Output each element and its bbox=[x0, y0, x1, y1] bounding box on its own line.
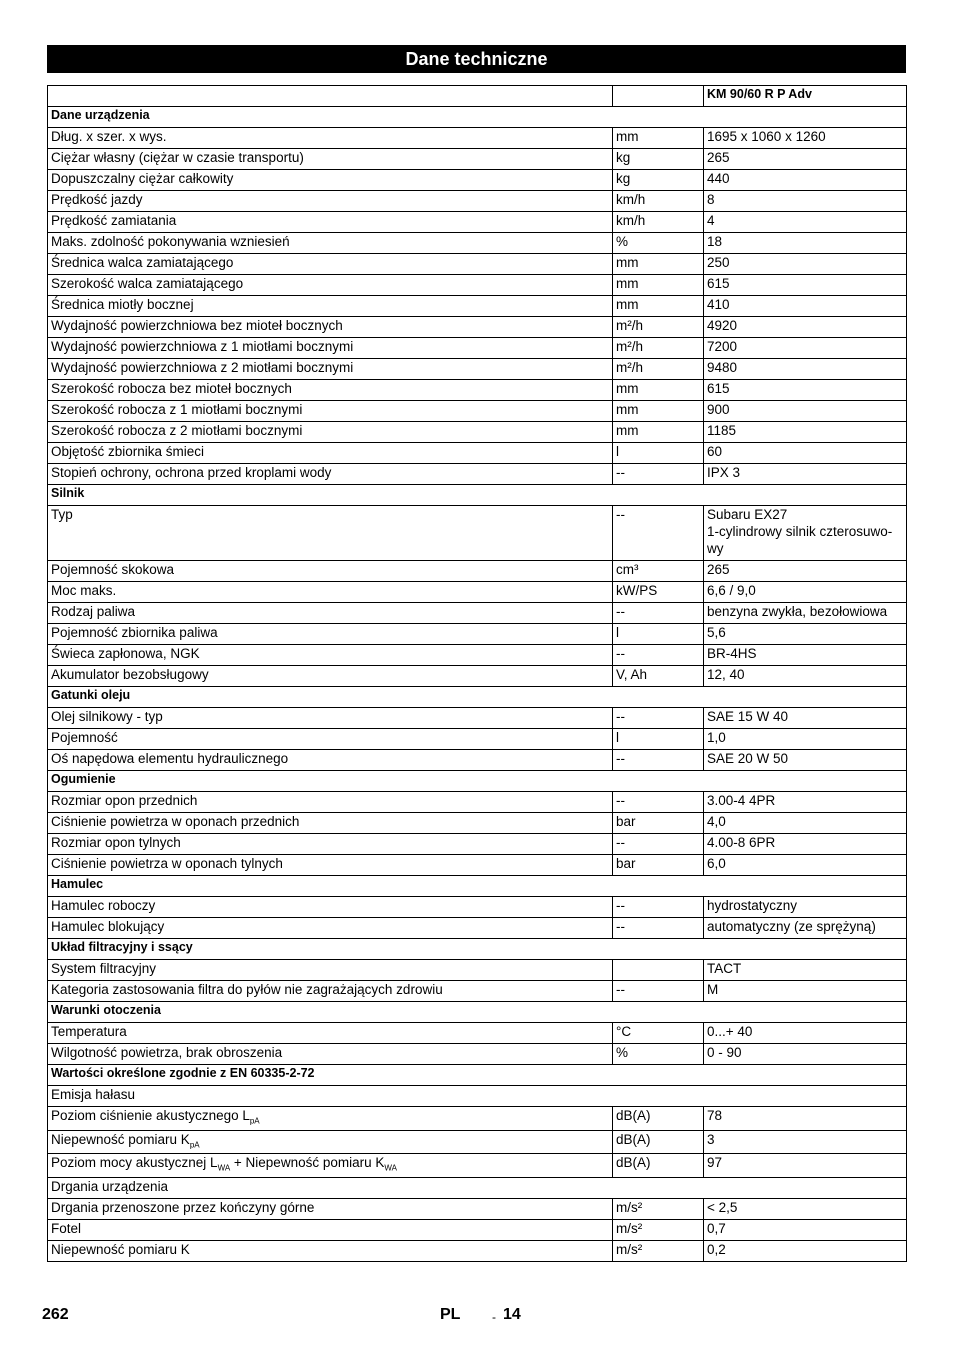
table-row bbox=[48, 1220, 907, 1241]
parameter-value bbox=[704, 750, 907, 771]
parameter-value-line: TACT bbox=[707, 961, 742, 976]
table-row bbox=[48, 275, 907, 296]
parameter-value-line: 0 - 90 bbox=[707, 1045, 742, 1060]
parameter-value bbox=[704, 212, 907, 233]
parameter-value-line: 6,0 bbox=[707, 856, 726, 871]
parameter-value bbox=[704, 1044, 907, 1065]
section-header-row bbox=[48, 771, 907, 792]
parameter-value bbox=[704, 1107, 907, 1131]
parameter-label bbox=[48, 1044, 613, 1065]
parameter-value bbox=[704, 1154, 907, 1178]
table-row bbox=[48, 170, 907, 191]
parameter-value bbox=[704, 666, 907, 687]
parameter-label-text: Pojemność zbiornika paliwa bbox=[51, 625, 218, 640]
parameter-unit: m/s² bbox=[613, 1199, 704, 1220]
parameter-label bbox=[48, 296, 613, 317]
language-code: PL bbox=[440, 1306, 461, 1323]
table-row bbox=[48, 443, 907, 464]
parameter-value bbox=[704, 401, 907, 422]
parameter-label bbox=[48, 708, 613, 729]
parameter-label bbox=[48, 506, 613, 561]
parameter-label bbox=[48, 624, 613, 645]
header-empty-unit-cell bbox=[613, 86, 704, 107]
parameter-value bbox=[704, 624, 907, 645]
model-header-row bbox=[48, 86, 907, 107]
parameter-label-text: Świeca zapłonowa, NGK bbox=[51, 646, 200, 661]
parameter-label-text: Średnica miotły bocznej bbox=[51, 297, 194, 312]
section-heading: Silnik bbox=[48, 485, 907, 506]
parameter-value-line: 6,6 / 9,0 bbox=[707, 583, 756, 598]
header-empty-cell bbox=[48, 86, 613, 107]
parameter-label-text: Wydajność powierzchniowa z 2 miotłami bocznymi bbox=[51, 360, 354, 375]
parameter-value bbox=[704, 317, 907, 338]
parameter-value-line: 9480 bbox=[707, 360, 738, 375]
parameter-label bbox=[48, 918, 613, 939]
parameter-label bbox=[48, 338, 613, 359]
parameter-value-line: M bbox=[707, 982, 719, 997]
parameter-value bbox=[704, 834, 907, 855]
parameter-unit: kg bbox=[613, 149, 704, 170]
parameter-unit: m/s² bbox=[613, 1220, 704, 1241]
table-row bbox=[48, 813, 907, 834]
parameter-label-text: Poziom ciśnienie akustycznego L bbox=[51, 1108, 250, 1123]
parameter-value bbox=[704, 380, 907, 401]
parameter-unit: mm bbox=[613, 254, 704, 275]
table-row bbox=[48, 666, 907, 687]
parameter-unit: kW/PS bbox=[613, 582, 704, 603]
parameter-label bbox=[48, 834, 613, 855]
parameter-label bbox=[48, 666, 613, 687]
parameter-label bbox=[48, 603, 613, 624]
parameter-value bbox=[704, 603, 907, 624]
section-header-row bbox=[48, 485, 907, 506]
parameter-value-line: 615 bbox=[707, 276, 730, 291]
parameter-label bbox=[48, 170, 613, 191]
parameter-value bbox=[704, 813, 907, 834]
parameter-value bbox=[704, 729, 907, 750]
parameter-label-text: Niepewność pomiaru K bbox=[51, 1242, 190, 1258]
parameter-value bbox=[704, 254, 907, 275]
parameter-value-line: SAE 15 W 40 bbox=[707, 709, 789, 724]
parameter-label bbox=[48, 729, 613, 750]
section-heading: Dane urządzenia bbox=[48, 107, 907, 128]
model-name: KM 90/60 R P Adv bbox=[704, 86, 907, 107]
section-heading: Układ filtracyjny i ssący bbox=[48, 939, 907, 960]
section-heading: Warunki otoczenia bbox=[48, 1002, 907, 1023]
parameter-label-text: Oś napędowa elementu hydraulicznego bbox=[51, 751, 289, 766]
parameter-label bbox=[48, 1023, 613, 1044]
parameter-value-line: 440 bbox=[707, 171, 730, 186]
parameter-label-text: Poziom mocy akustycznej L bbox=[51, 1155, 218, 1171]
parameter-value-line: 8 bbox=[707, 192, 715, 207]
parameter-value bbox=[704, 422, 907, 443]
section-header-row bbox=[48, 939, 907, 960]
parameter-label-text: Rozmiar opon tylnych bbox=[51, 835, 181, 850]
parameter-value-line: 265 bbox=[707, 562, 730, 577]
parameter-value-line: 410 bbox=[707, 297, 730, 312]
parameter-value-line: 60 bbox=[707, 444, 723, 459]
parameter-unit: °C bbox=[613, 1023, 704, 1044]
page-title: Dane techniczne bbox=[47, 45, 906, 73]
parameter-value bbox=[704, 506, 907, 561]
section-header-row bbox=[48, 107, 907, 128]
table-row bbox=[48, 254, 907, 275]
parameter-label-text: Drgania przenoszone przez kończyny górne bbox=[51, 1200, 315, 1216]
parameter-value-line: 18 bbox=[707, 234, 723, 249]
table-row bbox=[48, 1086, 907, 1107]
subsection-label: Drgania urządzenia bbox=[48, 1178, 907, 1199]
parameter-unit: -- bbox=[613, 897, 704, 918]
parameter-label-text: Akumulator bezobsługowy bbox=[51, 667, 209, 682]
parameter-label-text: Wydajność powierzchniowa bez mioteł bocznych bbox=[51, 318, 343, 333]
parameter-label bbox=[48, 981, 613, 1002]
parameter-label bbox=[48, 422, 613, 443]
parameter-value bbox=[704, 233, 907, 254]
parameter-unit: km/h bbox=[613, 212, 704, 233]
parameter-label bbox=[48, 1130, 613, 1154]
parameter-unit: -- bbox=[613, 981, 704, 1002]
parameter-value-line: 0,7 bbox=[707, 1221, 726, 1237]
parameter-value-line: IPX 3 bbox=[707, 465, 741, 480]
section-header-row bbox=[48, 1065, 907, 1086]
parameter-label-text: Niepewność pomiaru K bbox=[51, 1131, 190, 1147]
parameter-value bbox=[704, 170, 907, 191]
parameter-value bbox=[704, 1023, 907, 1044]
parameter-label bbox=[48, 380, 613, 401]
parameter-value bbox=[704, 1241, 907, 1262]
parameter-unit: dB(A) bbox=[613, 1107, 704, 1131]
parameter-value bbox=[704, 645, 907, 666]
subsection-label: Emisja hałasu bbox=[48, 1086, 907, 1107]
table-row bbox=[48, 1023, 907, 1044]
parameter-unit: -- bbox=[613, 464, 704, 485]
section-page-number: 14 bbox=[503, 1306, 521, 1323]
section-header-row bbox=[48, 687, 907, 708]
parameter-value bbox=[704, 296, 907, 317]
parameter-value bbox=[704, 960, 907, 981]
table-row bbox=[48, 1130, 907, 1154]
parameter-unit: -- bbox=[613, 918, 704, 939]
parameter-unit: km/h bbox=[613, 191, 704, 212]
parameter-label-text: Objętość zbiornika śmieci bbox=[51, 444, 205, 459]
section-heading: Wartości określone zgodnie z EN 60335-2-72 bbox=[48, 1065, 907, 1086]
parameter-label bbox=[48, 401, 613, 422]
parameter-label bbox=[48, 149, 613, 170]
parameter-label-text: + Niepewność pomiaru K bbox=[230, 1155, 385, 1171]
parameter-label bbox=[48, 464, 613, 485]
parameter-unit: l bbox=[613, 729, 704, 750]
table-row bbox=[48, 855, 907, 876]
parameter-label-text: Fotel bbox=[51, 1221, 82, 1237]
parameter-label bbox=[48, 1154, 613, 1178]
parameter-label bbox=[48, 443, 613, 464]
parameter-label bbox=[48, 1107, 613, 1131]
parameter-label bbox=[48, 561, 613, 582]
parameter-label-text: Temperatura bbox=[51, 1024, 127, 1039]
parameter-label-text: Szerokość robocza z 1 miotłami bocznymi bbox=[51, 402, 303, 417]
table-row bbox=[48, 603, 907, 624]
parameter-label bbox=[48, 212, 613, 233]
parameter-value-line: 97 bbox=[707, 1155, 723, 1171]
parameter-value-line: 250 bbox=[707, 255, 730, 270]
table-row bbox=[48, 359, 907, 380]
parameter-value bbox=[704, 561, 907, 582]
parameter-value-line: 4 bbox=[707, 213, 715, 228]
parameter-unit: mm bbox=[613, 380, 704, 401]
parameter-value-line: automatyczny (ze sprężyną) bbox=[707, 919, 876, 934]
table-row bbox=[48, 401, 907, 422]
parameter-label-text: Ciężar własny (ciężar w czasie transportu) bbox=[51, 150, 304, 165]
parameter-label-text: Moc maks. bbox=[51, 583, 117, 598]
table-row bbox=[48, 750, 907, 771]
table-row bbox=[48, 708, 907, 729]
parameter-unit: m²/h bbox=[613, 317, 704, 338]
parameter-unit: l bbox=[613, 443, 704, 464]
parameter-unit: bar bbox=[613, 813, 704, 834]
page-separator: - bbox=[492, 1310, 496, 1324]
parameter-unit: mm bbox=[613, 422, 704, 443]
table-row bbox=[48, 561, 907, 582]
parameter-label-text: Kategoria zastosowania filtra do pyłów nie zagrażających zdrowiu bbox=[51, 982, 443, 997]
parameter-label bbox=[48, 750, 613, 771]
parameter-label-text: Rozmiar opon przednich bbox=[51, 793, 198, 808]
parameter-unit: m²/h bbox=[613, 359, 704, 380]
parameter-unit: % bbox=[613, 1044, 704, 1065]
parameter-value-line: 0,2 bbox=[707, 1242, 726, 1258]
parameter-label-subscript: pA bbox=[189, 1140, 200, 1150]
parameter-label-text: Stopień ochrony, ochrona przed kroplami wody bbox=[51, 465, 332, 480]
parameter-value bbox=[704, 981, 907, 1002]
parameter-value bbox=[704, 1130, 907, 1154]
table-row bbox=[48, 212, 907, 233]
table-row bbox=[48, 317, 907, 338]
parameter-label-text: Dług. x szer. x wys. bbox=[51, 129, 167, 144]
parameter-unit: cm³ bbox=[613, 561, 704, 582]
parameter-label-text: Olej silnikowy - typ bbox=[51, 709, 163, 724]
parameter-label-subscript: WA bbox=[384, 1164, 397, 1174]
parameter-value bbox=[704, 359, 907, 380]
parameter-label bbox=[48, 582, 613, 603]
table-row bbox=[48, 1154, 907, 1178]
table-row bbox=[48, 834, 907, 855]
parameter-value-line: 3.00-4 4PR bbox=[707, 793, 776, 808]
parameter-unit: bar bbox=[613, 855, 704, 876]
table-row bbox=[48, 897, 907, 918]
parameter-value-line: 7200 bbox=[707, 339, 738, 354]
table-row bbox=[48, 582, 907, 603]
parameter-label bbox=[48, 792, 613, 813]
parameter-unit bbox=[613, 960, 704, 981]
parameter-unit: m²/h bbox=[613, 338, 704, 359]
technical-data-table bbox=[47, 85, 907, 1262]
parameter-value-line: 1185 bbox=[707, 423, 737, 438]
parameter-unit: V, Ah bbox=[613, 666, 704, 687]
parameter-value-line: hydrostatyczny bbox=[707, 898, 798, 913]
parameter-value bbox=[704, 191, 907, 212]
parameter-unit: -- bbox=[613, 834, 704, 855]
table-row bbox=[48, 422, 907, 443]
parameter-unit: kg bbox=[613, 170, 704, 191]
parameter-label-text: Prędkość jazdy bbox=[51, 192, 143, 207]
parameter-label-text: Hamulec blokujący bbox=[51, 919, 165, 934]
table-row bbox=[48, 296, 907, 317]
parameter-value-line: 4920 bbox=[707, 318, 738, 333]
parameter-value-line: 78 bbox=[707, 1108, 723, 1123]
parameter-unit: dB(A) bbox=[613, 1154, 704, 1178]
parameter-label-text: Średnica walca zamiatającego bbox=[51, 255, 234, 270]
parameter-value-line: 900 bbox=[707, 402, 730, 417]
table-row bbox=[48, 1107, 907, 1131]
parameter-label bbox=[48, 275, 613, 296]
table-row bbox=[48, 981, 907, 1002]
parameter-label bbox=[48, 233, 613, 254]
parameter-unit: mm bbox=[613, 296, 704, 317]
parameter-value-line: 5,6 bbox=[707, 625, 726, 640]
table-row bbox=[48, 624, 907, 645]
page-number: 262 bbox=[42, 1306, 69, 1323]
table-row bbox=[48, 149, 907, 170]
table-row bbox=[48, 338, 907, 359]
parameter-value-line: 1-cylindrowy silnik czterosuwo- bbox=[707, 524, 893, 539]
parameter-label bbox=[48, 645, 613, 666]
table-row bbox=[48, 380, 907, 401]
parameter-label-text: Typ bbox=[51, 507, 73, 522]
parameter-value-line: 265 bbox=[707, 150, 730, 165]
parameter-label-text: Prędkość zamiatania bbox=[51, 213, 177, 228]
parameter-value-line: 4,0 bbox=[707, 814, 726, 829]
parameter-label-text: Dopuszczalny ciężar całkowity bbox=[51, 171, 234, 186]
parameter-value bbox=[704, 464, 907, 485]
parameter-label-text: Maks. zdolność pokonywania wzniesień bbox=[51, 234, 290, 249]
table-row bbox=[48, 729, 907, 750]
table-row bbox=[48, 1199, 907, 1220]
parameter-value-line: < 2,5 bbox=[707, 1200, 738, 1216]
parameter-label bbox=[48, 813, 613, 834]
table-row bbox=[48, 960, 907, 981]
parameter-label bbox=[48, 317, 613, 338]
parameter-unit: mm bbox=[613, 401, 704, 422]
parameter-unit: % bbox=[613, 233, 704, 254]
parameter-unit: m/s² bbox=[613, 1241, 704, 1262]
parameter-label-text: System filtracyjny bbox=[51, 961, 157, 976]
table-row bbox=[48, 1178, 907, 1199]
parameter-label-text: Ciśnienie powietrza w oponach przednich bbox=[51, 814, 300, 829]
parameter-value-line: 3 bbox=[707, 1131, 715, 1147]
parameter-label-text: Szerokość walca zamiatającego bbox=[51, 276, 244, 291]
parameter-value-line: Subaru EX27 bbox=[707, 507, 788, 522]
parameter-value-line: 0...+ 40 bbox=[707, 1024, 753, 1039]
parameter-label bbox=[48, 1199, 613, 1220]
table-row bbox=[48, 1241, 907, 1262]
parameter-value bbox=[704, 918, 907, 939]
parameter-value-line: wy bbox=[707, 541, 724, 556]
table-row bbox=[48, 1044, 907, 1065]
table-row bbox=[48, 233, 907, 254]
parameter-label-text: Szerokość robocza bez mioteł bocznych bbox=[51, 381, 292, 396]
parameter-label-subscript: pA bbox=[249, 1116, 260, 1126]
parameter-value bbox=[704, 338, 907, 359]
parameter-unit: -- bbox=[613, 792, 704, 813]
parameter-value bbox=[704, 275, 907, 296]
parameter-value-line: benzyna zwykła, bezołowiowa bbox=[707, 604, 888, 619]
section-header-row bbox=[48, 1002, 907, 1023]
parameter-value-line: SAE 20 W 50 bbox=[707, 751, 789, 766]
parameter-value-line: 1,0 bbox=[707, 730, 726, 745]
parameter-label-text: Wydajność powierzchniowa z 1 miotłami bocznymi bbox=[51, 339, 354, 354]
parameter-value bbox=[704, 128, 907, 149]
parameter-label-text: Pojemność skokowa bbox=[51, 562, 175, 577]
parameter-value bbox=[704, 582, 907, 603]
parameter-value-line: 4.00-8 6PR bbox=[707, 835, 776, 850]
table-row bbox=[48, 464, 907, 485]
parameter-value bbox=[704, 708, 907, 729]
parameter-unit: mm bbox=[613, 275, 704, 296]
parameter-unit: -- bbox=[613, 645, 704, 666]
parameter-value-line: 12, 40 bbox=[707, 667, 745, 682]
parameter-label bbox=[48, 191, 613, 212]
parameter-label bbox=[48, 359, 613, 380]
parameter-label-text: Wilgotność powietrza, brak obroszenia bbox=[51, 1045, 283, 1060]
parameter-label-text: Hamulec roboczy bbox=[51, 898, 156, 913]
parameter-label-text: Pojemność bbox=[51, 730, 118, 745]
parameter-value bbox=[704, 1220, 907, 1241]
section-heading: Ogumienie bbox=[48, 771, 907, 792]
parameter-value-line: 615 bbox=[707, 381, 730, 396]
parameter-value bbox=[704, 792, 907, 813]
parameter-value bbox=[704, 897, 907, 918]
section-heading: Hamulec bbox=[48, 876, 907, 897]
section-heading: Gatunki oleju bbox=[48, 687, 907, 708]
parameter-value bbox=[704, 443, 907, 464]
parameter-label bbox=[48, 897, 613, 918]
parameter-value-line: 1695 x 1060 x 1260 bbox=[707, 129, 826, 144]
parameter-unit: -- bbox=[613, 506, 704, 561]
table-row bbox=[48, 506, 907, 561]
parameter-unit: dB(A) bbox=[613, 1130, 704, 1154]
parameter-label bbox=[48, 855, 613, 876]
table-row bbox=[48, 191, 907, 212]
parameter-label-subscript: WA bbox=[217, 1164, 231, 1174]
table-row bbox=[48, 918, 907, 939]
parameter-label bbox=[48, 254, 613, 275]
parameter-label-text: Szerokość robocza z 2 miotłami bocznymi bbox=[51, 423, 303, 438]
parameter-value bbox=[704, 149, 907, 170]
table-row bbox=[48, 792, 907, 813]
parameter-value-line: BR-4HS bbox=[707, 646, 757, 661]
parameter-value bbox=[704, 1199, 907, 1220]
parameter-label-text: Rodzaj paliwa bbox=[51, 604, 136, 619]
parameter-unit: -- bbox=[613, 603, 704, 624]
table-row bbox=[48, 645, 907, 666]
parameter-label bbox=[48, 960, 613, 981]
parameter-unit: l bbox=[613, 624, 704, 645]
parameter-unit: mm bbox=[613, 128, 704, 149]
parameter-unit: -- bbox=[613, 708, 704, 729]
parameter-label bbox=[48, 128, 613, 149]
parameter-label bbox=[48, 1241, 613, 1262]
parameter-value bbox=[704, 855, 907, 876]
table-row bbox=[48, 128, 907, 149]
parameter-label-text: Ciśnienie powietrza w oponach tylnych bbox=[51, 856, 283, 871]
section-header-row bbox=[48, 876, 907, 897]
parameter-unit: -- bbox=[613, 750, 704, 771]
parameter-label bbox=[48, 1220, 613, 1241]
